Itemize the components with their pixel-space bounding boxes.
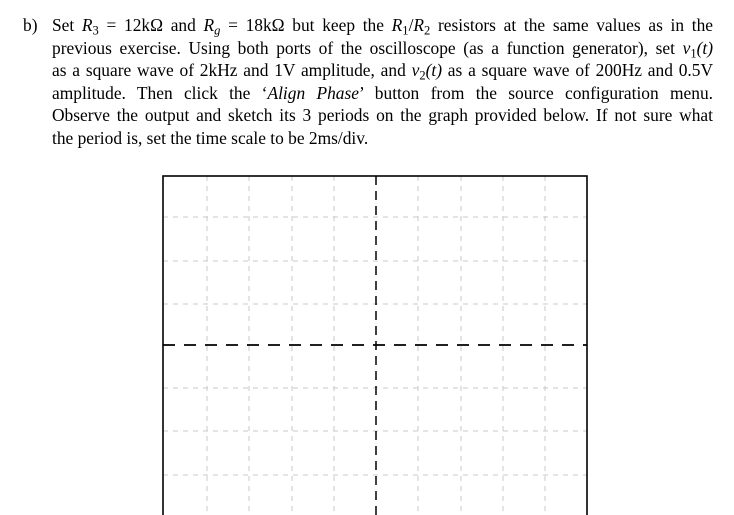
- text-segment: = 12kΩ and: [98, 15, 204, 35]
- text-segment: Set: [52, 15, 82, 35]
- arg-v1: (t): [696, 37, 713, 58]
- problem-marker: b): [23, 15, 38, 35]
- sub-rg: g: [214, 23, 221, 38]
- problem-line-5: Observe the output and sketch its 3 periods on the graph provided below. If not sure what: [52, 105, 713, 126]
- var-r3: R: [81, 15, 93, 35]
- var-rg: R: [203, 15, 215, 35]
- graph-axes: [163, 176, 587, 515]
- var-r2: R: [413, 15, 425, 35]
- oscilloscope-graph: [162, 175, 588, 515]
- text-segment: amplitude. Then click the ‘: [52, 82, 268, 103]
- sub-r2: 2: [424, 23, 431, 38]
- arg-v2: (t): [425, 60, 442, 81]
- text-segment: as a square wave of 200Hz and 0.5V: [442, 60, 714, 81]
- problem-line-2: [52, 37, 713, 60]
- text-segment: previous exercise. Using both ports of the oscilloscope (as a function generator), set: [52, 37, 683, 58]
- sub-r1: 1: [402, 23, 409, 38]
- text-segment: resistors at the same values as in the: [430, 15, 714, 35]
- graph-canvas: [162, 175, 588, 515]
- sub-v1: 1: [690, 46, 697, 61]
- problem-line-1: [52, 14, 713, 37]
- problem-line-3: [52, 59, 713, 82]
- problem-body: [52, 14, 713, 150]
- var-v2: v: [411, 60, 420, 81]
- problem-line-6: the period is, set the time scale to be 2ms/div.: [52, 127, 369, 148]
- var-v1: v: [682, 37, 691, 58]
- text-segment: ’ button from the source configuration menu.: [358, 82, 714, 103]
- problem-line-4: [52, 82, 713, 105]
- sub-v2: 2: [419, 68, 426, 83]
- text-segment: = 18kΩ but keep the: [220, 15, 392, 35]
- text-segment: /: [408, 15, 414, 35]
- sub-r3: 3: [92, 23, 99, 38]
- align-phase-label: Align Phase: [267, 82, 359, 103]
- text-segment: as a square wave of 2kHz and 1V amplitude, and: [52, 60, 412, 81]
- problem-statement: [23, 14, 713, 150]
- var-r1: R: [391, 15, 403, 35]
